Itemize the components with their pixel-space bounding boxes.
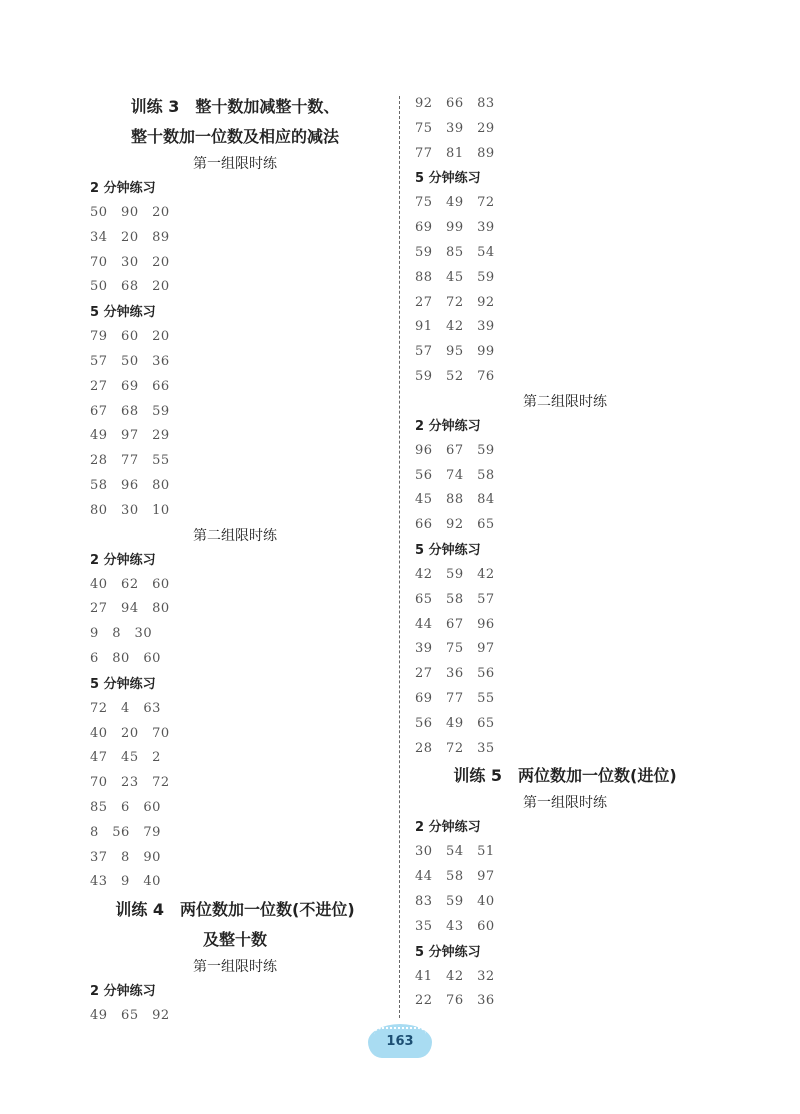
number-row: 27 94 80 [90, 601, 170, 617]
number-row: 70 30 20 [90, 254, 170, 270]
practice-heading: 2 分钟练习 [90, 181, 156, 196]
practice-heading: 2 分钟练习 [415, 820, 481, 836]
number-row: 27 72 92 [415, 294, 495, 310]
number-row: 56 49 65 [415, 715, 495, 731]
number-row: 58 96 80 [90, 477, 170, 493]
number-row: 96 67 59 [415, 442, 495, 458]
number-row: 57 95 99 [415, 344, 495, 360]
number-row: 35 43 60 [415, 918, 495, 934]
number-row: 40 62 60 [90, 576, 170, 592]
column-divider [399, 96, 400, 1018]
practice-heading: 5 分钟练习 [415, 542, 481, 558]
group-heading: 第一组限时练 [193, 959, 277, 976]
number-row: 42 59 42 [415, 566, 495, 582]
number-row: 67 68 59 [90, 403, 170, 419]
number-row: 50 68 20 [90, 279, 170, 295]
number-row: 72 4 63 [90, 700, 161, 716]
number-row: 83 59 40 [415, 893, 495, 909]
number-row: 80 30 10 [90, 502, 170, 518]
number-row: 59 85 54 [415, 244, 495, 260]
number-row: 44 58 97 [415, 869, 495, 885]
left-column [90, 92, 380, 1029]
training-4-title-line-2: 及整十数 [202, 930, 267, 950]
number-row: 65 58 57 [415, 591, 495, 607]
practice-heading: 2 分钟练习 [90, 984, 156, 1000]
number-row: 57 50 36 [90, 353, 170, 369]
training-3-title-line-2: 整十数加一位数及相应的减法 [130, 127, 339, 146]
number-row: 49 97 29 [90, 428, 170, 444]
number-row: 27 36 56 [415, 666, 495, 682]
number-row: 27 69 66 [90, 378, 170, 394]
number-row: 22 76 36 [415, 993, 495, 1009]
number-row: 47 45 2 [90, 750, 161, 766]
number-row: 85 6 60 [90, 799, 161, 815]
practice-heading: 5 分钟练习 [90, 305, 156, 321]
training-4-title-line-1: 训练 4 两位数加一位数(不进位) [115, 900, 355, 920]
number-row: 39 75 97 [415, 641, 495, 657]
number-row: 66 92 65 [415, 517, 495, 533]
number-row: 49 65 92 [90, 1008, 170, 1024]
number-row: 40 20 70 [90, 725, 170, 741]
training-5-title: 训练 5 两位数加一位数(进位) [453, 766, 677, 786]
number-row: 88 45 59 [415, 269, 495, 285]
group-heading: 第二组限时练 [523, 393, 607, 410]
practice-heading: 2 分钟练习 [415, 418, 481, 434]
group-heading: 第二组限时练 [193, 527, 277, 544]
number-row: 69 99 39 [415, 220, 495, 236]
practice-heading: 5 分钟练习 [415, 171, 481, 187]
number-row: 44 67 96 [415, 616, 495, 632]
number-row: 37 8 90 [90, 849, 161, 865]
number-row: 43 9 40 [90, 874, 161, 890]
number-row: 9 8 30 [90, 626, 153, 642]
number-row: 79 60 20 [90, 329, 170, 345]
number-row: 41 42 32 [415, 968, 495, 984]
practice-heading: 2 分钟练习 [90, 552, 156, 568]
number-row: 28 72 35 [415, 740, 495, 756]
number-row: 75 39 29 [415, 120, 495, 136]
number-row: 70 23 72 [90, 775, 170, 791]
number-row: 8 56 79 [90, 824, 161, 840]
number-row: 69 77 55 [415, 690, 495, 706]
practice-heading: 5 分钟练习 [90, 676, 156, 692]
number-row: 56 74 58 [415, 467, 495, 483]
number-row: 34 20 89 [90, 229, 170, 245]
right-column [415, 92, 715, 1014]
group-heading: 第一组限时练 [523, 795, 607, 812]
number-row: 59 52 76 [415, 368, 495, 384]
number-row: 92 66 83 [415, 96, 495, 111]
number-row: 28 77 55 [90, 453, 170, 469]
practice-heading: 5 分钟练习 [415, 944, 481, 960]
number-row: 50 90 20 [90, 205, 170, 220]
training-3-title-line-1: 训练 3 整十数加减整十数、 [130, 97, 340, 116]
number-row: 75 49 72 [415, 195, 495, 211]
group-heading: 第一组限时练 [193, 156, 277, 172]
page-number: 163 [368, 1024, 432, 1058]
number-row: 6 80 60 [90, 650, 161, 666]
number-row: 77 81 89 [415, 145, 495, 161]
number-row: 45 88 84 [415, 492, 495, 508]
number-row: 30 54 51 [415, 844, 495, 860]
number-row: 91 42 39 [415, 319, 495, 335]
